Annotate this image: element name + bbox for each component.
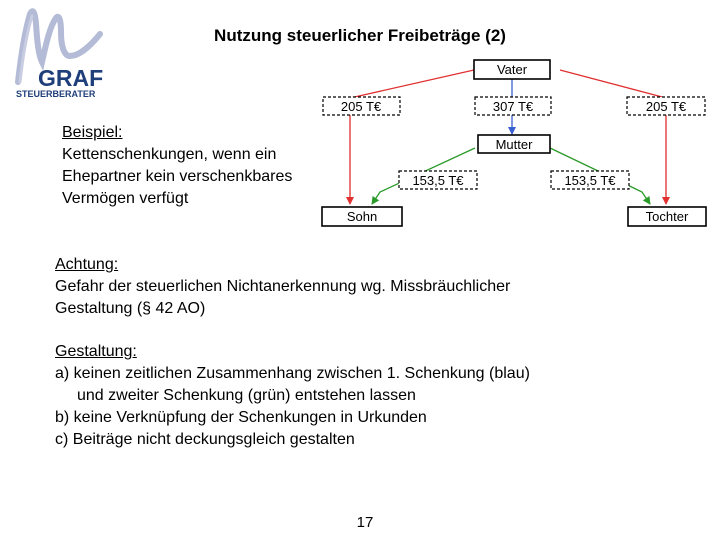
example-block bbox=[62, 122, 292, 210]
amount-mutter-tochter: 153,5 T€ bbox=[564, 173, 616, 188]
design-line: a) keinen zeitlichen Zusammenhang zwischen 1. Schenkung (blau) bbox=[55, 365, 530, 382]
page-title: Nutzung steuerlicher Freibeträge (2) bbox=[214, 26, 506, 45]
design-line: und zweiter Schenkung (grün) entstehen lassen bbox=[77, 387, 416, 404]
amount-mutter-sohn: 153,5 T€ bbox=[412, 173, 464, 188]
warning-line: Gefahr der steuerlichen Nichtanerkennung wg. Missbräuchlicher bbox=[55, 278, 511, 295]
logo-subtitle: STEUERBERATER bbox=[16, 89, 96, 99]
node-sohn: Sohn bbox=[346, 209, 378, 224]
amount-vater-tochter: 205 T€ bbox=[645, 99, 687, 114]
warning-line: Gestaltung (§ 42 AO) bbox=[55, 300, 206, 317]
example-line: Kettenschenkungen, wenn ein bbox=[62, 146, 277, 163]
design-line: b) keine Verknüpfung der Schenkungen in Urkunden bbox=[55, 409, 427, 426]
node-mutter: Mutter bbox=[495, 137, 533, 152]
node-tochter: Tochter bbox=[645, 209, 689, 224]
design-line: c) Beiträge nicht deckungsgleich gestalten bbox=[55, 431, 355, 448]
design-block bbox=[55, 341, 530, 451]
amount-vater-sohn: 205 T€ bbox=[340, 99, 382, 114]
design-heading: Gestaltung: bbox=[55, 343, 137, 360]
example-heading: Beispiel: bbox=[62, 124, 123, 141]
example-line: Ehepartner kein verschenkbares bbox=[62, 168, 293, 185]
node-vater: Vater bbox=[496, 62, 528, 77]
example-line: Vermögen verfügt bbox=[62, 190, 189, 207]
amount-vater-mutter: 307 T€ bbox=[492, 99, 534, 114]
logo-name: GRAF bbox=[38, 65, 104, 91]
warning-block bbox=[55, 254, 510, 320]
page-number: 17 bbox=[356, 514, 374, 531]
warning-heading: Achtung: bbox=[55, 256, 119, 273]
